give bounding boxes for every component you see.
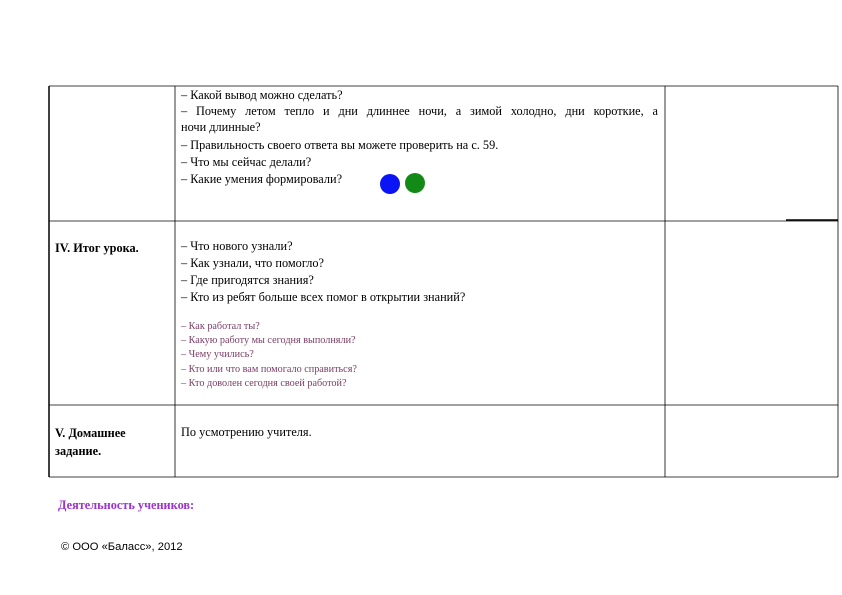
row1-line-2: – Почему летом тепло и дни длиннее ночи, а зимой холодно, дни короткие, а	[181, 104, 658, 118]
green-circle-icon	[405, 173, 425, 193]
row2-sub-line-5: – Кто доволен сегодня своей работой?	[181, 378, 347, 389]
row1-line-4: – Правильность своего ответа вы можете проверить на с. 59.	[181, 138, 499, 152]
row2-sub-line-1: – Как работал ты?	[181, 321, 260, 332]
row2-line-2: – Как узнали, что помогло?	[181, 256, 324, 270]
stage-homework-label-line-2: задание.	[55, 444, 102, 458]
row2-line-4: – Кто из ребят больше всех помог в открытии знаний?	[181, 290, 466, 304]
row1-line-1: – Какой вывод можно сделать?	[181, 88, 343, 102]
row1-line-6: – Какие умения формировали?	[181, 172, 343, 186]
homework-text: По усмотрению учителя.	[181, 425, 312, 439]
row1-line-5: – Что мы сейчас делали?	[181, 155, 312, 169]
row2-line-3: – Где пригодятся знания?	[181, 273, 314, 287]
stage-summary-label: IV. Итог урока.	[55, 241, 139, 255]
copyright-footer: © ООО «Баласс», 2012	[61, 541, 183, 553]
row2-sub-line-2: – Какую работу мы сегодня выполняли?	[181, 335, 356, 346]
row2-line-1: – Что нового узнали?	[181, 239, 293, 253]
student-activity-heading: Деятельность учеников:	[58, 498, 195, 512]
blue-circle-icon	[380, 174, 400, 194]
row1-line-3: ночи длинные?	[181, 120, 261, 134]
row2-sub-line-3: – Чему учились?	[181, 349, 254, 360]
row2-sub-line-4: – Кто или что вам помогало справиться?	[181, 364, 357, 375]
stage-homework-label-line-1: V. Домашнее	[55, 426, 126, 440]
